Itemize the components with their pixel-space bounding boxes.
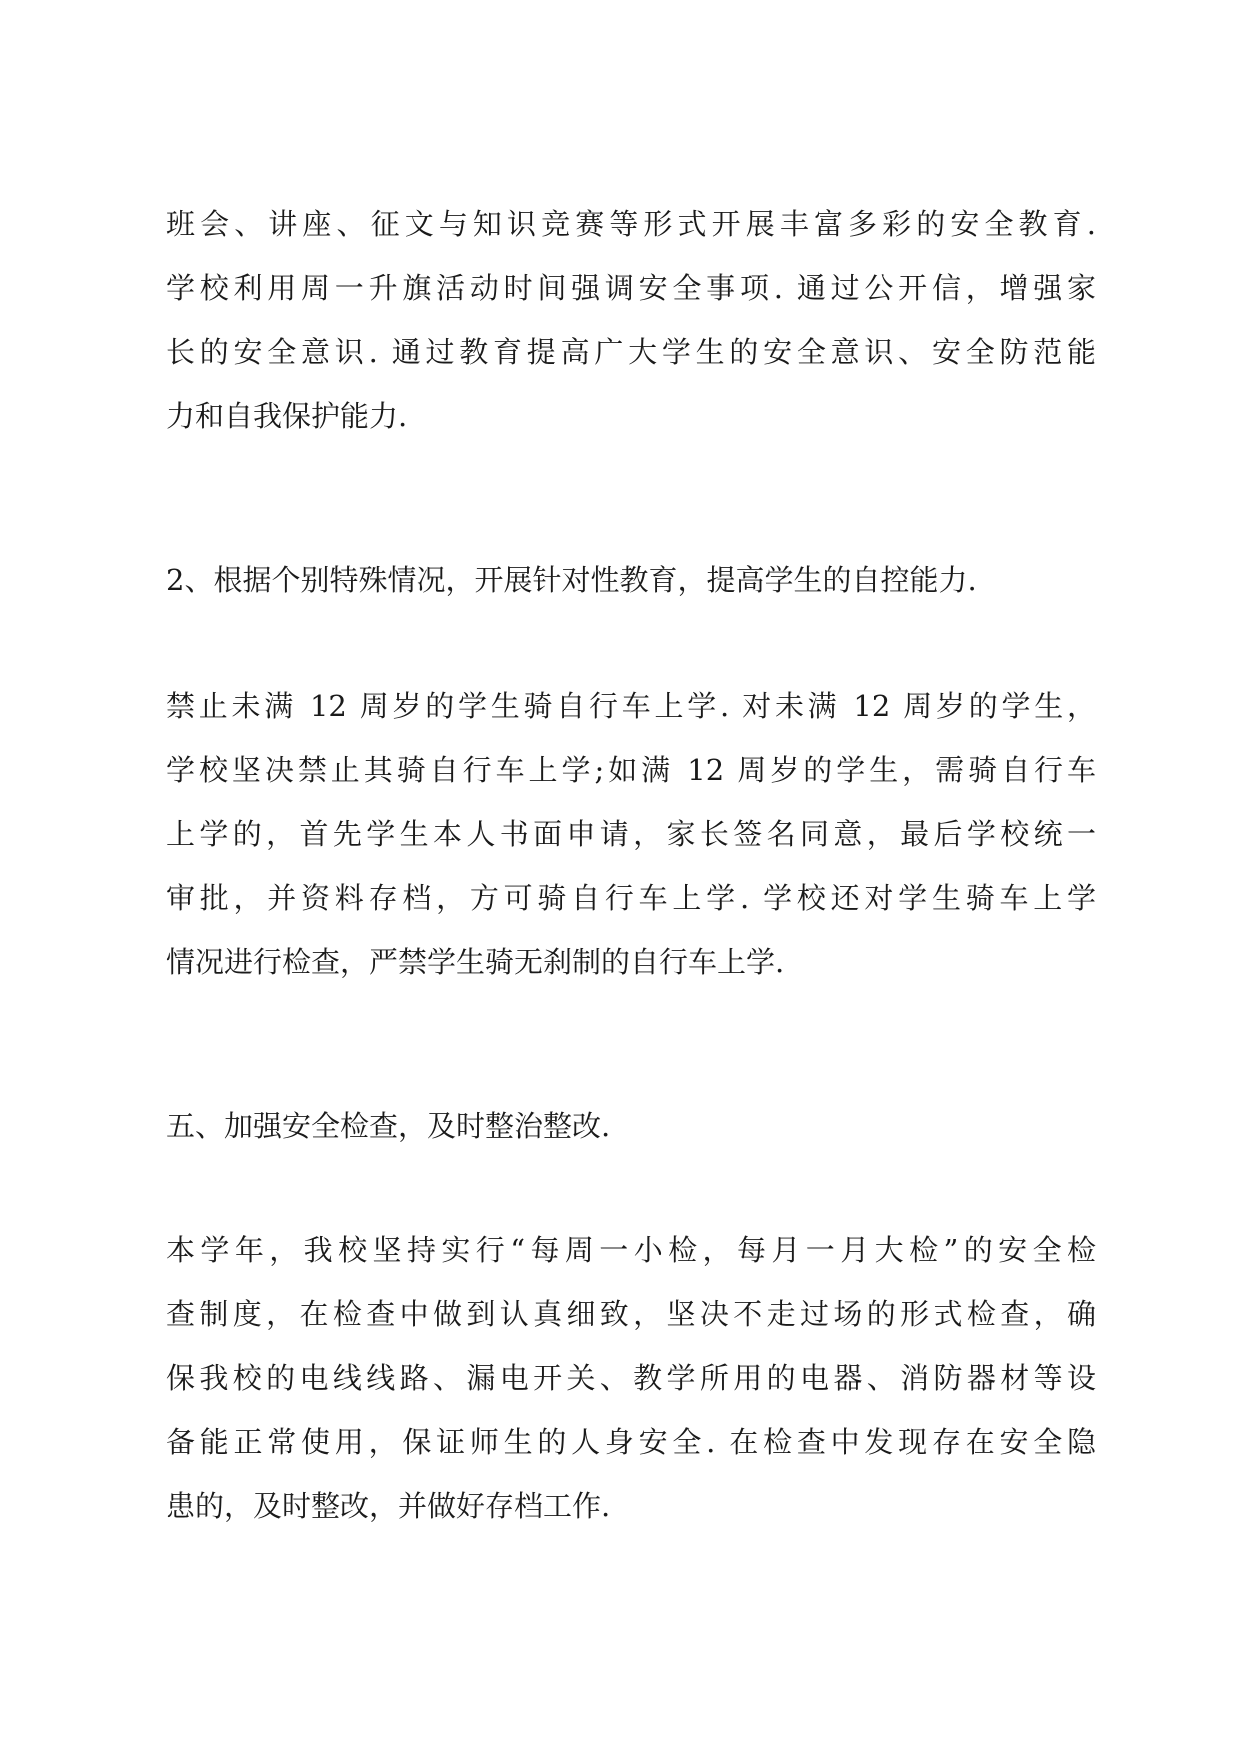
text-line: 禁止未满 12 周岁的学生骑自行车上学. 对未满 12 周岁的学生， [166, 689, 1096, 723]
paragraph-safety-education [166, 192, 1096, 448]
text-line: 查制度，在检查中做到认真细致，坚决不走过场的形式检查，确 [166, 1297, 1096, 1331]
heading-text: 五、加强安全检查，及时整治整改. [166, 1109, 611, 1143]
text-line: 长的安全意识. 通过教育提高广大学生的安全意识、安全防范能 [166, 335, 1096, 369]
section-heading-5 [166, 1094, 1096, 1158]
text-line: 备能正常使用，保证师生的人身安全. 在检查中发现存在安全隐 [166, 1425, 1096, 1459]
text-line: 本学年，我校坚持实行“每周一小检，每月一月大检”的安全检 [166, 1233, 1096, 1267]
text-line: 审批，并资料存档，方可骑自行车上学. 学校还对学生骑车上学 [166, 881, 1096, 915]
text-line: 保我校的电线线路、漏电开关、教学所用的电器、消防器材等设 [166, 1361, 1096, 1395]
section-heading-2 [166, 548, 1096, 612]
text-line: 情况进行检查，严禁学生骑无刹制的自行车上学. [166, 945, 785, 979]
heading-text: 2、根据个别特殊情况，开展针对性教育，提高学生的自控能力. [166, 563, 977, 597]
text-line: 上学的，首先学生本人书面申请，家长签名同意，最后学校统一 [166, 817, 1096, 851]
paragraph-safety-inspection [166, 1218, 1096, 1538]
text-line: 学校利用周一升旗活动时间强调安全事项. 通过公开信，增强家 [166, 271, 1096, 305]
text-line: 班会、讲座、征文与知识竞赛等形式开展丰富多彩的安全教育. [166, 207, 1096, 241]
text-line: 患的，及时整改，并做好存档工作. [166, 1489, 611, 1523]
text-line: 学校坚决禁止其骑自行车上学;如满 12 周岁的学生，需骑自行车 [166, 753, 1096, 787]
text-line: 力和自我保护能力. [166, 399, 408, 433]
paragraph-bicycle-rules [166, 674, 1096, 994]
